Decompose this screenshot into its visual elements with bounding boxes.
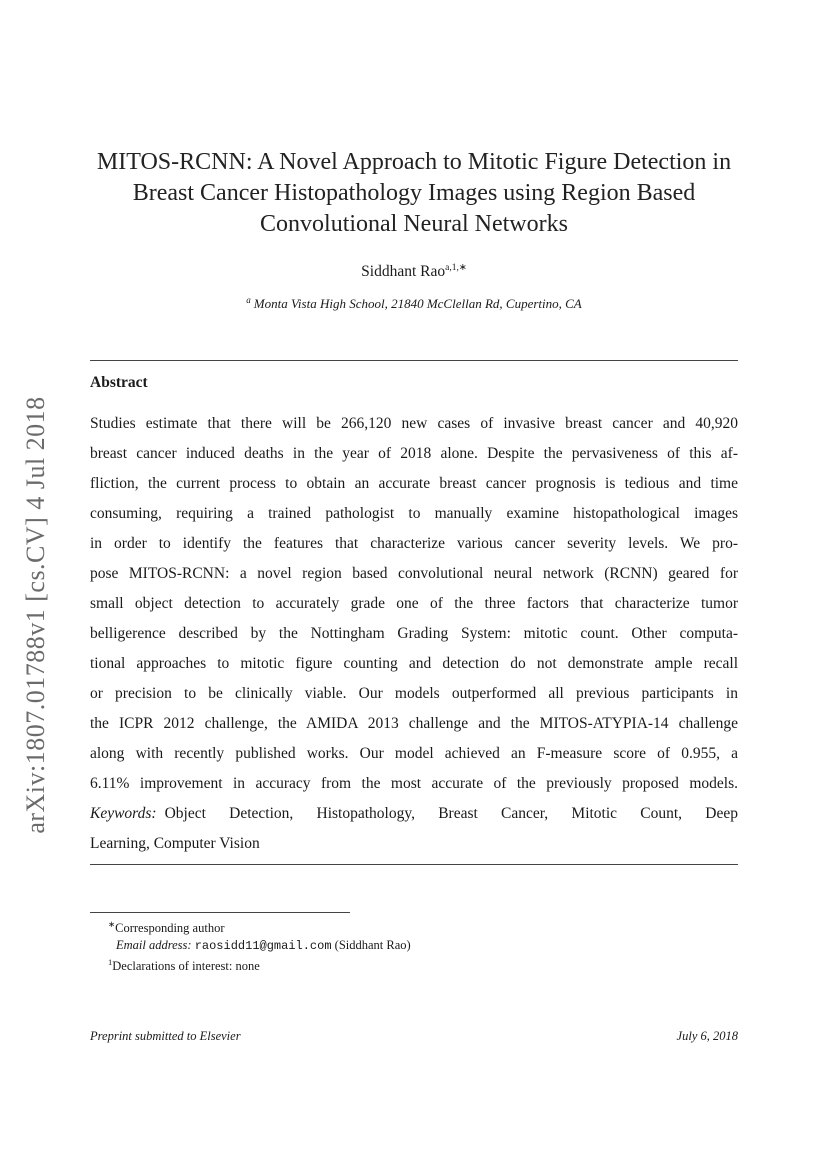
abstract-line: belligerence described by the Nottingham Grading System: mitotic count. Other computa- [90, 625, 738, 642]
title-line: Breast Cancer Histopathology Images using Region Based [132, 180, 696, 206]
abstract-line: Studies estimate that there will be 266,120 new cases of invasive breast cancer and 40,920 [90, 415, 738, 432]
footnotes [108, 916, 411, 975]
footnote-rule [90, 912, 350, 913]
abstract-line: fliction, the current process to obtain an accurate breast cancer prognosis is tedious and time [90, 475, 738, 492]
abstract-line: 6.11% improvement in accuracy from the most accurate of the previously proposed models. [90, 775, 738, 792]
footer-preprint: Preprint submitted to Elsevier [90, 1029, 241, 1043]
footer-date: July 6, 2018 [676, 1029, 738, 1043]
email-owner: (Siddhant Rao) [334, 937, 411, 952]
footnote-text: Corresponding author [115, 921, 225, 935]
abstract-line: consuming, requiring a trained pathologist to manually examine histopathological images [90, 505, 738, 522]
footnote-mark: 1 [108, 957, 113, 967]
abstract-line: pose MITOS-RCNN: a novel region based convolutional neural network (RCNN) geared for [90, 565, 738, 582]
abstract-line: or precision to be clinically viable. Our models outperformed all previous participants in [90, 685, 738, 702]
email-link[interactable]: raosidd11@gmail.com [194, 938, 332, 953]
keywords-label: Keywords: [90, 805, 157, 822]
footnote-mark: ∗ [108, 919, 116, 929]
keywords-line-2: Learning, Computer Vision [90, 835, 260, 852]
keywords-text: Object Detection, Histopathology, Breast Cancer, Mitotic Count, Deep [164, 805, 738, 822]
abstract-line: along with recently published works. Our model achieved an F-measure score of 0.955, a [90, 745, 738, 762]
footnote-email [108, 937, 411, 955]
title-line: Convolutional Neural Networks [260, 211, 568, 237]
abstract-body [90, 409, 738, 859]
abstract-top-rule [90, 360, 738, 361]
keywords-line [90, 799, 738, 829]
abstract-heading: Abstract [90, 374, 148, 391]
affiliation-text: Monta Vista High School, 21840 McClellan Rd, Cupertino, CA [253, 296, 582, 311]
affiliation [90, 295, 738, 312]
email-label: Email address: [116, 937, 192, 952]
abstract-line: the ICPR 2012 challenge, the AMIDA 2013 challenge and the MITOS-ATYPIA-14 challenge [90, 715, 738, 732]
abstract-line: in order to identify the features that characterize various cancer severity levels. We pro- [90, 535, 738, 552]
arxiv-stamp [18, 380, 54, 850]
affiliation-mark: a [246, 295, 251, 305]
footnote-text: Declarations of interest: none [112, 959, 260, 973]
author-line [90, 262, 738, 281]
footnote-declaration [108, 954, 411, 975]
author-marks: a,1,∗ [445, 263, 467, 273]
footnote-corresponding [108, 916, 411, 937]
abstract-bottom-rule [90, 864, 738, 865]
arxiv-stamp-text: arXiv:1807.01788v1 [cs.CV] 4 Jul 2018 [21, 396, 50, 834]
abstract-line: breast cancer induced deaths in the year of 2018 alone. Despite the pervasiveness of this af- [90, 445, 738, 462]
abstract-line: tional approaches to mitotic figure counting and detection do not demonstrate ample recall [90, 655, 738, 672]
author-name: Siddhant Rao [361, 263, 446, 280]
paper-title [90, 147, 738, 240]
abstract-line: small object detection to accurately grade one of the three factors that characterize tumor [90, 595, 738, 612]
title-line: MITOS-RCNN: A Novel Approach to Mitotic Figure Detection in [96, 149, 732, 175]
